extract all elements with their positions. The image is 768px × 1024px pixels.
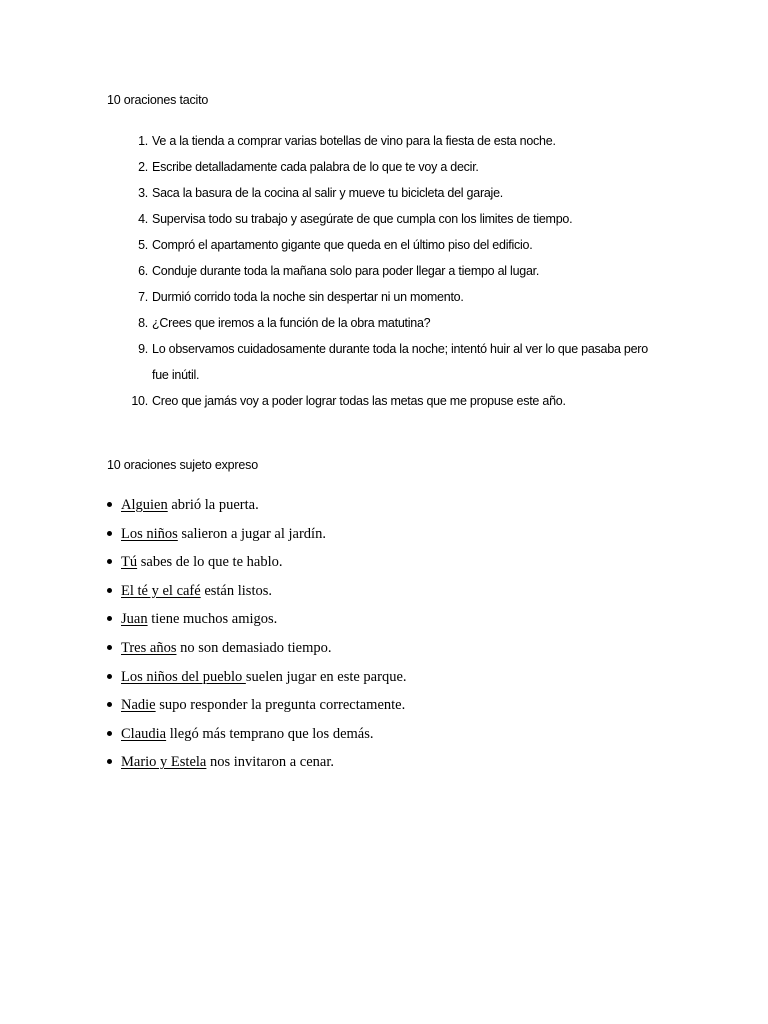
list-item bbox=[107, 606, 667, 635]
item-number: 2. bbox=[138, 160, 148, 174]
list-item bbox=[107, 232, 667, 258]
predicate-text: no son demasiado tiempo. bbox=[176, 639, 332, 656]
subject-text: Tú bbox=[121, 554, 138, 571]
bullet-icon bbox=[107, 759, 112, 764]
list-item bbox=[107, 258, 667, 284]
item-text: Ve a la tienda a comprar varias botellas de vino para la fiesta de esta noche. bbox=[152, 134, 556, 148]
subject-text: Claudia bbox=[121, 725, 167, 742]
item-number: 7. bbox=[138, 290, 148, 304]
bullet-icon bbox=[107, 531, 112, 536]
item-text: Durmió corrido toda la noche sin despertar ni un momento. bbox=[152, 290, 464, 304]
list-item bbox=[107, 521, 667, 550]
subject-text: El té y el café bbox=[121, 582, 201, 599]
predicate-text: suelen jugar en este parque. bbox=[245, 668, 407, 685]
subject-text: Nadie bbox=[121, 697, 156, 714]
predicate-text: abrió la puerta. bbox=[167, 497, 259, 513]
list-item bbox=[107, 749, 667, 778]
list-item bbox=[107, 492, 667, 521]
tacito-list bbox=[107, 128, 667, 414]
predicate-text: salieron a jugar al jardín. bbox=[177, 525, 326, 542]
list-item bbox=[107, 154, 667, 180]
item-text: Saca la basura de la cocina al salir y mueve tu bicicleta del garaje. bbox=[152, 186, 504, 200]
item-number: 10. bbox=[131, 394, 148, 408]
list-item bbox=[107, 664, 667, 693]
item-text: Escribe detalladamente cada palabra de lo que te voy a decir. bbox=[152, 160, 479, 174]
predicate-text: supo responder la pregunta correctamente. bbox=[155, 697, 406, 714]
item-text: Compró el apartamento gigante que queda en el último piso del edificio. bbox=[152, 238, 533, 252]
list-item bbox=[107, 635, 667, 664]
item-number: 4. bbox=[138, 212, 148, 226]
list-item bbox=[107, 206, 667, 232]
predicate-text: están listos. bbox=[200, 582, 272, 599]
predicate-text: tiene muchos amigos. bbox=[147, 611, 278, 628]
bullet-icon bbox=[107, 645, 112, 650]
subject-text: Los niños bbox=[121, 525, 178, 542]
list-item bbox=[107, 721, 667, 750]
list-item bbox=[107, 578, 667, 607]
predicate-text: nos invitaron a cenar. bbox=[206, 754, 335, 771]
item-text: Creo que jamás voy a poder lograr todas las metas que me propuse este año. bbox=[152, 394, 566, 408]
predicate-text: llegó más temprano que los demás. bbox=[166, 725, 374, 742]
subject-text: Alguien bbox=[121, 497, 168, 513]
list-item bbox=[107, 310, 667, 336]
item-text: Conduje durante toda la mañana solo para poder llegar a tiempo al lugar. bbox=[152, 264, 540, 278]
bullet-icon bbox=[107, 702, 112, 707]
item-number: 8. bbox=[138, 316, 148, 330]
bullet-icon bbox=[107, 588, 112, 593]
bullet-icon bbox=[107, 674, 112, 679]
subject-text: Mario y Estela bbox=[121, 754, 207, 771]
item-text: ¿Crees que iremos a la función de la obra matutina? bbox=[152, 316, 431, 330]
subject-text: Juan bbox=[121, 611, 148, 628]
predicate-text: sabes de lo que te hablo. bbox=[137, 554, 283, 571]
subject-text: Los niños del pueblo bbox=[121, 668, 246, 685]
item-number: 1. bbox=[138, 134, 148, 148]
expreso-list bbox=[107, 492, 667, 778]
bullet-icon bbox=[107, 559, 112, 564]
item-number: 6. bbox=[138, 264, 148, 278]
list-item bbox=[107, 180, 667, 206]
list-item bbox=[107, 549, 667, 578]
section-title-tacito: 10 oraciones tacito bbox=[107, 93, 209, 107]
bullet-icon bbox=[107, 502, 112, 507]
item-number: 5. bbox=[138, 238, 148, 252]
list-item bbox=[107, 388, 667, 414]
bullet-icon bbox=[107, 616, 112, 621]
list-item bbox=[107, 336, 667, 388]
subject-text: Tres años bbox=[121, 639, 177, 656]
item-number: 9. bbox=[138, 342, 148, 356]
section-title-expreso: 10 oraciones sujeto expreso bbox=[107, 458, 258, 472]
item-text: Lo observamos cuidadosamente durante toda la noche; intentó huir al ver lo que pasaba pero fue inútil. bbox=[152, 342, 648, 382]
list-item bbox=[107, 284, 667, 310]
item-number: 3. bbox=[138, 186, 148, 200]
list-item bbox=[107, 128, 667, 154]
list-item bbox=[107, 692, 667, 721]
bullet-icon bbox=[107, 731, 112, 736]
item-text: Supervisa todo su trabajo y asegúrate de que cumpla con los limites de tiempo. bbox=[152, 212, 573, 226]
